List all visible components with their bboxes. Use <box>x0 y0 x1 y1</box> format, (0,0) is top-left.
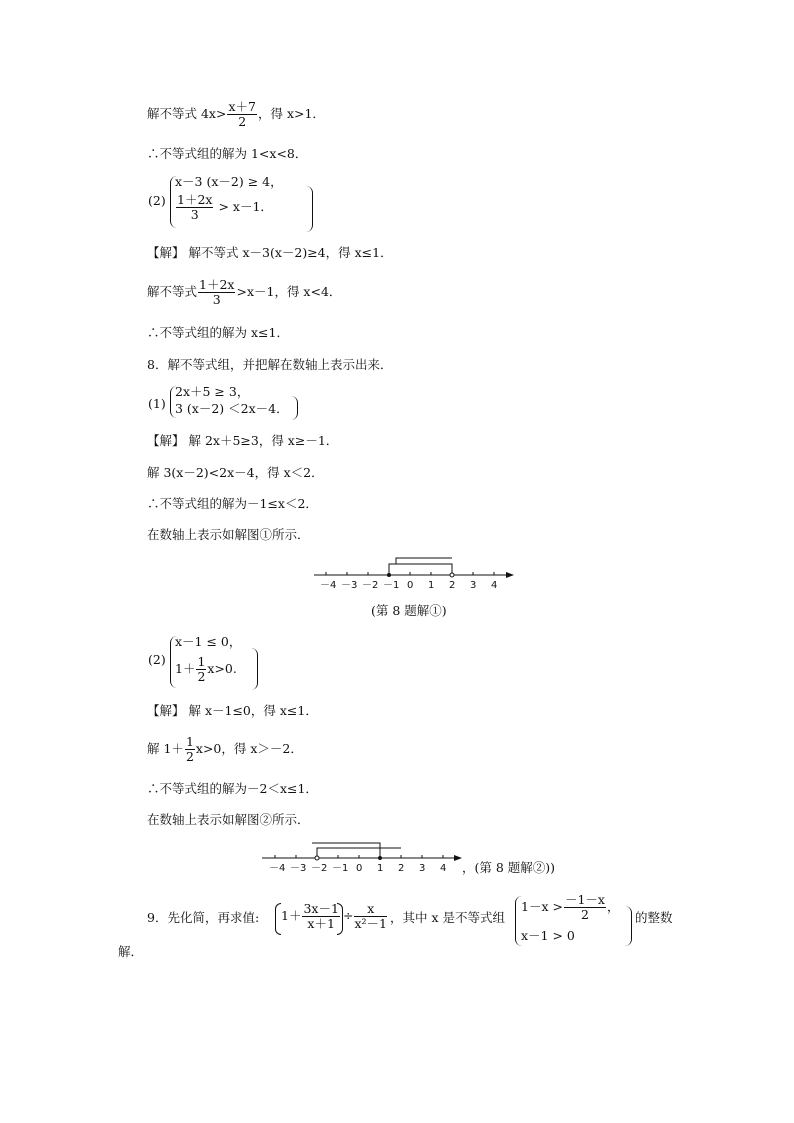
fraction <box>198 278 235 307</box>
numerator: －1－x <box>564 892 605 907</box>
line-solve-3 <box>147 278 341 307</box>
system-label: (2) <box>148 652 166 667</box>
question-8: 8．解不等式组，并把解在数轴上表示出来． <box>147 357 393 372</box>
numerator: 1 <box>185 734 194 749</box>
solution-bracket-b <box>312 843 380 858</box>
line-solve-7 <box>147 735 303 764</box>
text-condition: ，其中 x 是不等式组 <box>390 910 505 925</box>
fraction <box>185 735 195 764</box>
numerator: x＋7 <box>228 99 256 114</box>
system-row-2: 3 (x－2) ＜2x－4． <box>175 401 289 416</box>
right-paren <box>625 906 632 946</box>
fraction <box>176 193 213 222</box>
system-label: (2) <box>148 193 166 208</box>
tick-label: －4 <box>269 863 286 874</box>
line-figure-ref-1: 在数轴上表示如解图①所示． <box>147 527 310 542</box>
closed-point <box>378 856 382 860</box>
right-paren <box>306 186 313 232</box>
tick-label: －2 <box>362 580 379 591</box>
text: > x－1． <box>214 199 273 214</box>
divide-sign: ÷ <box>343 908 354 923</box>
text: 1＋ <box>175 661 196 676</box>
text: 1－x > <box>521 899 563 914</box>
denominator: 2 <box>238 114 247 129</box>
tick-label: 3 <box>470 580 477 591</box>
tick-label: 1 <box>377 863 384 874</box>
system-row-1: 2x＋5 ≥ 3， <box>175 384 250 399</box>
fraction <box>227 100 257 129</box>
system-row-2 <box>175 655 237 684</box>
expression <box>281 902 341 931</box>
text-end: 的整数 <box>635 910 673 925</box>
text: 解不等式 <box>147 284 198 299</box>
system-row-1: x－3 (x－2) ≥ 4， <box>175 174 283 189</box>
tick-label: 4 <box>440 863 447 874</box>
number-line-1 <box>310 555 520 591</box>
fraction <box>354 902 387 931</box>
text: 解不等式 4x> <box>147 106 227 121</box>
right-paren <box>291 396 298 420</box>
fraction <box>302 902 339 931</box>
denominator: 3 <box>190 207 199 222</box>
numerator: x <box>354 902 387 917</box>
line-figure-ref-2: 在数轴上表示如解图②所示． <box>147 812 310 827</box>
tick-label: －2 <box>311 863 328 874</box>
line-solution-2: ∴不等式组的解为 x≤1． <box>147 325 289 340</box>
numerator: 1 <box>197 654 206 669</box>
solution-bracket-a <box>389 564 452 575</box>
tick-label: 1 <box>428 580 435 591</box>
denominator: 2 <box>197 669 206 684</box>
text: 1＋ <box>281 908 302 923</box>
text: 9．先化简，再求值: <box>147 910 260 925</box>
text: ， <box>606 899 620 914</box>
text: ，得 x>1． <box>257 106 325 121</box>
solution-bracket-b <box>396 558 452 564</box>
text-end-2: 解． <box>118 944 144 959</box>
tick-label: －1 <box>332 863 349 874</box>
denominator: x＋1 <box>307 916 335 931</box>
figure-caption-1: (第 8 题解①) <box>371 603 447 618</box>
line-solution-3: ∴不等式组的解为－1≤x＜2． <box>147 496 318 511</box>
open-point <box>315 856 319 860</box>
tick-label: 3 <box>419 863 426 874</box>
tick-label: －4 <box>320 580 337 591</box>
tick-label: －1 <box>383 580 400 591</box>
question-9 <box>147 910 259 926</box>
system-row-1: x－1 ≤ 0， <box>175 634 242 649</box>
line-solve-1 <box>147 100 325 129</box>
text: x>0. <box>207 661 237 676</box>
line-solution-1: ∴不等式组的解为 1<x<8． <box>147 146 308 161</box>
number-line-2 <box>258 840 468 874</box>
numerator: 1＋2x <box>199 277 235 292</box>
line-solve-5: 解 3(x－2)<2x－4，得 x＜2． <box>147 465 324 480</box>
denominator: 2 <box>580 907 589 922</box>
line-solve-2: 【解】 解不等式 x－3(x－2)≥4，得 x≤1． <box>147 245 393 260</box>
line-solution-4: ∴不等式组的解为－2＜x≤1． <box>147 781 318 796</box>
open-point <box>450 573 454 577</box>
closed-point <box>387 573 391 577</box>
system-row-2 <box>175 193 273 222</box>
expression-divide <box>343 902 388 931</box>
system-row-1 <box>521 893 619 922</box>
numerator: 1＋2x <box>177 192 213 207</box>
denominator: 2 <box>185 749 194 764</box>
system-label: (1) <box>148 396 166 411</box>
line-solve-4: 【解】 解 2x＋5≥3，得 x≥－1． <box>147 433 339 448</box>
system-row-2: x－1 > 0 <box>521 928 575 943</box>
text: 解 1＋ <box>147 741 184 756</box>
numerator: 3x－1 <box>303 901 339 916</box>
tick-label: 0 <box>356 863 363 874</box>
right-paren <box>251 648 258 690</box>
figure-caption-2: ，(第 8 题解②)) <box>462 860 556 875</box>
tick-label: －3 <box>290 863 307 874</box>
tick-label: 2 <box>398 863 405 874</box>
text: >x－1，得 x<4． <box>236 284 342 299</box>
fraction <box>564 893 606 922</box>
fraction <box>196 655 206 684</box>
text: x>0，得 x＞－2． <box>195 741 303 756</box>
tick-label: －3 <box>341 580 358 591</box>
tick-label: 0 <box>407 580 414 591</box>
line-solve-6: 【解】 解 x－1≤0，得 x≤1． <box>147 703 318 718</box>
denominator: 3 <box>212 292 221 307</box>
denominator: x²－1 <box>354 916 387 931</box>
tick-label: 2 <box>449 580 456 591</box>
tick-label: 4 <box>491 580 498 591</box>
